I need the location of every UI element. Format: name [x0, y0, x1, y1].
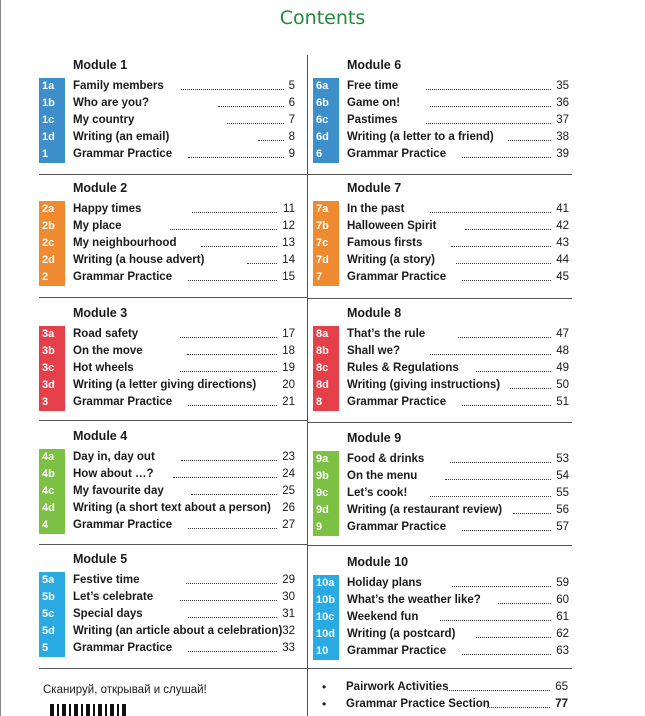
dot-leader — [258, 140, 284, 141]
dot-leader — [462, 280, 551, 281]
extra-item-label: Pairwork Activities — [346, 681, 449, 693]
dot-leader — [430, 212, 551, 213]
dot-leader — [188, 651, 277, 652]
toc-entry[interactable] — [39, 483, 299, 500]
toc-entry[interactable] — [313, 218, 573, 235]
toc-entry-label: Writing (a restaurant review) — [347, 504, 503, 516]
toc-entry[interactable] — [313, 95, 573, 112]
module-entries — [39, 449, 299, 534]
toc-entry[interactable] — [313, 360, 573, 377]
toc-entry-label: Grammar Practice — [73, 271, 173, 283]
unit-code-badge: 1a — [39, 78, 65, 95]
toc-entry[interactable] — [39, 201, 299, 218]
toc-entry-page: 14 — [282, 254, 295, 266]
toc-entry-page: 35 — [556, 80, 569, 92]
toc-entry-page: 6 — [288, 97, 295, 109]
toc-entry-label: In the past — [347, 203, 405, 215]
toc-entry-page: 51 — [556, 396, 569, 408]
toc-entry[interactable] — [313, 394, 573, 411]
toc-entry-label: Family members — [73, 80, 164, 92]
module-title: Module 3 — [73, 306, 128, 320]
toc-entry[interactable] — [313, 377, 573, 394]
module-title: Module 1 — [73, 58, 128, 72]
dot-leader — [465, 229, 551, 230]
dot-leader — [462, 530, 551, 531]
dot-leader — [181, 89, 284, 90]
dot-leader — [450, 462, 551, 463]
toc-entry[interactable] — [313, 451, 573, 468]
toc-entry-page: 36 — [556, 97, 569, 109]
extra-item-label: Grammar Practice Section — [346, 698, 490, 710]
module-title: Module 7 — [347, 181, 402, 195]
toc-entry[interactable] — [39, 112, 299, 129]
dot-leader — [173, 477, 277, 478]
toc-entry-page: 45 — [556, 271, 569, 283]
toc-entry[interactable] — [39, 129, 299, 146]
toc-entry[interactable] — [313, 112, 573, 129]
unit-code-badge: 10b — [313, 592, 339, 609]
qr-caption: Сканируй, открывай и слушай! — [43, 684, 207, 696]
toc-entry[interactable] — [313, 592, 573, 609]
dot-leader — [462, 405, 551, 406]
toc-entry-page: 18 — [282, 345, 295, 357]
toc-entry[interactable] — [313, 129, 573, 146]
module-entries — [313, 575, 573, 660]
toc-entry-label: Grammar Practice — [347, 521, 447, 533]
module-title: Module 6 — [347, 58, 402, 72]
module-title: Module 10 — [347, 555, 409, 569]
unit-code-badge: 2b — [39, 218, 65, 235]
toc-entry-label: Writing (a letter giving directions) — [73, 379, 257, 391]
toc-entry[interactable] — [39, 95, 299, 112]
section-separator — [39, 668, 307, 669]
toc-entry-label: My country — [73, 114, 135, 126]
page-title: Contents — [279, 7, 366, 29]
toc-entry-label: Special days — [73, 608, 143, 620]
dot-leader — [426, 123, 551, 124]
toc-entry[interactable] — [313, 201, 573, 218]
toc-entry-page: 27 — [282, 519, 295, 531]
dot-leader — [458, 337, 551, 338]
dot-leader — [188, 528, 277, 529]
extra-item-page: 65 — [555, 681, 568, 693]
dot-leader — [181, 460, 277, 461]
module-title: Module 2 — [73, 181, 128, 195]
page-edge — [0, 0, 1, 716]
toc-entry-label: My place — [73, 220, 122, 232]
toc-entry[interactable] — [39, 252, 299, 269]
unit-code-badge: 5b — [39, 589, 65, 606]
unit-code-badge: 9 — [313, 519, 339, 536]
toc-entry-label: Happy times — [73, 203, 142, 215]
dot-leader — [247, 263, 277, 264]
dot-leader — [170, 229, 277, 230]
toc-entry-page: 59 — [556, 577, 569, 589]
toc-entry-label: My favourite day — [73, 485, 164, 497]
dot-leader — [498, 603, 551, 604]
unit-code-badge: 6c — [313, 112, 339, 129]
module-title: Module 5 — [73, 552, 128, 566]
unit-code-badge: 6b — [313, 95, 339, 112]
module-title: Module 8 — [347, 306, 402, 320]
extra-item-page: 77 — [555, 698, 568, 710]
toc-entry[interactable] — [313, 468, 573, 485]
dot-leader — [218, 106, 284, 107]
unit-code-badge: 6a — [313, 78, 339, 95]
toc-entry-page: 41 — [556, 203, 569, 215]
unit-code-badge: 4 — [39, 517, 65, 534]
section-separator — [39, 297, 307, 298]
dot-leader — [440, 620, 551, 621]
toc-entry-label: Grammar Practice — [73, 642, 173, 654]
dot-leader — [462, 654, 551, 655]
toc-entry-page: 17 — [282, 328, 295, 340]
toc-entry[interactable] — [39, 606, 299, 623]
toc-entry-page: 29 — [282, 574, 295, 586]
unit-code-badge: 6 — [313, 146, 339, 163]
toc-entry-label: Shall we? — [347, 345, 401, 357]
module-entries — [313, 201, 573, 286]
module-entries — [313, 326, 573, 411]
dot-leader — [445, 479, 551, 480]
toc-entry-page: 44 — [556, 254, 569, 266]
toc-entry-label: Writing (a house advert) — [73, 254, 205, 266]
dot-leader — [187, 354, 277, 355]
unit-code-badge: 3 — [39, 394, 65, 411]
toc-entry-label: My neighbourhood — [73, 237, 177, 249]
toc-entry-page: 12 — [282, 220, 295, 232]
toc-entry-label: How about …? — [73, 468, 154, 480]
dot-leader — [513, 513, 551, 514]
module-title: Module 4 — [73, 429, 128, 443]
toc-entry-label: Grammar Practice — [347, 271, 447, 283]
dot-leader — [476, 371, 551, 372]
toc-entry-label: On the menu — [347, 470, 418, 482]
toc-entry-label: Grammar Practice — [347, 148, 447, 160]
section-separator — [308, 298, 572, 299]
unit-code-badge: 2 — [39, 269, 65, 286]
toc-entry[interactable] — [313, 326, 573, 343]
unit-code-badge: 3b — [39, 343, 65, 360]
toc-entry-page: 43 — [556, 237, 569, 249]
toc-entry-label: What’s the weather like? — [347, 594, 481, 606]
toc-entry[interactable] — [39, 78, 299, 95]
toc-entry-label: Writing (giving instructions) — [347, 379, 501, 391]
unit-code-badge: 9a — [313, 451, 339, 468]
unit-code-badge: 2d — [39, 252, 65, 269]
unit-code-badge: 9b — [313, 468, 339, 485]
section-separator — [39, 544, 307, 545]
unit-code-badge: 8b — [313, 343, 339, 360]
toc-entry[interactable] — [313, 78, 573, 95]
unit-code-badge: 10c — [313, 609, 339, 626]
section-separator — [308, 422, 572, 423]
toc-entry[interactable] — [313, 575, 573, 592]
toc-entry[interactable] — [39, 449, 299, 466]
unit-code-badge: 8a — [313, 326, 339, 343]
module-entries — [39, 201, 299, 286]
toc-entry-page: 25 — [282, 485, 295, 497]
toc-entry-label: Grammar Practice — [347, 645, 447, 657]
unit-code-badge: 1 — [39, 146, 65, 163]
toc-entry-page: 8 — [288, 131, 295, 143]
unit-code-badge: 9c — [313, 485, 339, 502]
section-separator — [308, 668, 572, 669]
unit-code-badge: 1d — [39, 129, 65, 146]
module-entries — [39, 326, 299, 411]
toc-entry[interactable] — [313, 343, 573, 360]
unit-code-badge: 2a — [39, 201, 65, 218]
toc-entry-page: 60 — [556, 594, 569, 606]
toc-entry[interactable] — [39, 235, 299, 252]
dot-leader — [188, 280, 277, 281]
toc-entry-label: Let’s cook! — [347, 487, 408, 499]
dot-leader — [180, 371, 277, 372]
toc-entry-label: Writing (an email) — [73, 131, 170, 143]
module-entries — [39, 572, 299, 657]
toc-entry[interactable] — [39, 360, 299, 377]
toc-entry-page: 21 — [282, 396, 295, 408]
section-separator — [308, 174, 572, 175]
toc-entry-page: 62 — [556, 628, 569, 640]
dot-leader — [426, 89, 551, 90]
toc-entry-page: 11 — [283, 203, 295, 215]
unit-code-badge: 5 — [39, 640, 65, 657]
toc-entry-page: 5 — [288, 80, 295, 92]
module-entries — [313, 78, 573, 163]
toc-entry-page: 37 — [556, 114, 569, 126]
toc-entry-page: 7 — [288, 114, 295, 126]
toc-entry[interactable] — [313, 485, 573, 502]
toc-entry-label: Grammar Practice — [347, 396, 447, 408]
toc-entry-label: Writing (an article about a celebration) — [73, 625, 283, 637]
dot-leader — [476, 637, 551, 638]
toc-entry-label: Writing (a postcard) — [347, 628, 456, 640]
toc-entry-label: Grammar Practice — [73, 396, 173, 408]
dot-leader — [508, 140, 551, 141]
toc-entry-page: 39 — [556, 148, 569, 160]
toc-entry-label: Day in, day out — [73, 451, 155, 463]
dot-leader — [201, 246, 277, 247]
unit-code-badge: 3c — [39, 360, 65, 377]
unit-code-badge: 8c — [313, 360, 339, 377]
toc-entry-label: Famous firsts — [347, 237, 423, 249]
dot-leader — [192, 212, 277, 213]
dot-leader — [227, 123, 284, 124]
toc-entry-page: 26 — [282, 502, 295, 514]
unit-code-badge: 8d — [313, 377, 339, 394]
toc-entry-page: 31 — [282, 608, 295, 620]
extra-item-grammar-section[interactable] — [322, 696, 572, 713]
unit-code-badge: 7 — [313, 269, 339, 286]
toc-entry-label: Rules & Regulations — [347, 362, 459, 374]
dot-leader — [191, 494, 277, 495]
dot-leader — [452, 586, 551, 587]
unit-code-badge: 10 — [313, 643, 339, 660]
module-title: Module 9 — [347, 431, 402, 445]
dot-leader — [188, 157, 284, 158]
dot-leader — [430, 106, 551, 107]
toc-entry-label: That’s the rule — [347, 328, 426, 340]
toc-entry-page: 13 — [282, 237, 295, 249]
unit-code-badge: 7c — [313, 235, 339, 252]
toc-entry-label: Holiday plans — [347, 577, 422, 589]
unit-code-badge: 2c — [39, 235, 65, 252]
toc-entry[interactable] — [313, 235, 573, 252]
dot-leader — [451, 246, 551, 247]
toc-entry[interactable] — [39, 218, 299, 235]
dot-leader — [430, 354, 551, 355]
unit-code-badge: 7a — [313, 201, 339, 218]
section-separator — [39, 420, 307, 421]
unit-code-badge: 5d — [39, 623, 65, 640]
toc-entry-label: Free time — [347, 80, 399, 92]
unit-code-badge: 6d — [313, 129, 339, 146]
toc-entry-label: Food & drinks — [347, 453, 425, 465]
unit-code-badge: 4d — [39, 500, 65, 517]
toc-entry-page: 61 — [556, 611, 569, 623]
dot-leader — [188, 405, 277, 406]
dot-leader — [430, 496, 551, 497]
toc-entry-page: 50 — [556, 379, 569, 391]
dot-leader — [462, 157, 551, 158]
unit-code-badge: 4c — [39, 483, 65, 500]
toc-entry[interactable] — [39, 466, 299, 483]
toc-entry[interactable] — [313, 643, 573, 660]
toc-entry[interactable] — [39, 623, 299, 640]
unit-code-badge: 8 — [313, 394, 339, 411]
toc-entry-page: 63 — [556, 645, 569, 657]
column-divider — [307, 55, 308, 716]
toc-entry-label: Game on! — [347, 97, 401, 109]
toc-entry-page: 15 — [282, 271, 295, 283]
extra-item-pairwork[interactable] — [322, 679, 572, 696]
toc-entry[interactable] — [313, 519, 573, 536]
toc-entry[interactable] — [39, 517, 299, 534]
toc-entry-page: 32 — [282, 625, 295, 637]
bullet: • — [322, 697, 327, 711]
dot-leader — [447, 690, 550, 691]
toc-entry-label: Road safety — [73, 328, 139, 340]
toc-entry-label: Festive time — [73, 574, 140, 586]
toc-entry[interactable] — [39, 589, 299, 606]
toc-entry[interactable] — [39, 343, 299, 360]
toc-entry-page: 20 — [282, 379, 295, 391]
toc-entry-page: 53 — [556, 453, 569, 465]
toc-entry[interactable] — [39, 146, 299, 163]
module-entries — [313, 451, 573, 536]
toc-entry-page: 42 — [556, 220, 569, 232]
toc-entry[interactable] — [313, 269, 573, 286]
toc-entry-page: 30 — [282, 591, 295, 603]
qr-code-image[interactable] — [50, 704, 128, 716]
toc-entry-page: 55 — [556, 487, 569, 499]
toc-entry-label: Writing (a letter to a friend) — [347, 131, 494, 143]
toc-entry[interactable] — [39, 572, 299, 589]
unit-code-badge: 4b — [39, 466, 65, 483]
unit-code-badge: 3d — [39, 377, 65, 394]
toc-entry-page: 49 — [556, 362, 569, 374]
toc-entry-label: Grammar Practice — [73, 148, 173, 160]
unit-code-badge: 5c — [39, 606, 65, 623]
toc-entry[interactable] — [313, 502, 573, 519]
toc-entry[interactable] — [313, 146, 573, 163]
toc-entry-label: Weekend fun — [347, 611, 419, 623]
toc-entry-label: Halloween Spirit — [347, 220, 437, 232]
toc-entry[interactable] — [313, 626, 573, 643]
toc-entry[interactable] — [39, 500, 299, 517]
toc-entry-page: 48 — [556, 345, 569, 357]
bullet: • — [322, 680, 327, 694]
dot-leader — [510, 388, 551, 389]
section-separator — [308, 545, 572, 546]
toc-entry-page: 33 — [282, 642, 295, 654]
section-separator — [39, 174, 307, 175]
unit-code-badge: 5a — [39, 572, 65, 589]
toc-entry-label: Writing (a story) — [347, 254, 435, 266]
toc-entry[interactable] — [39, 377, 299, 394]
unit-code-badge: 10d — [313, 626, 339, 643]
toc-entry-label: Grammar Practice — [73, 519, 173, 531]
dot-leader — [180, 600, 277, 601]
toc-entry-page: 54 — [556, 470, 569, 482]
dot-leader — [487, 707, 550, 708]
toc-entry[interactable] — [39, 394, 299, 411]
toc-entry[interactable] — [313, 252, 573, 269]
toc-entry-label: Writing (a short text about a person) — [73, 502, 271, 514]
unit-code-badge: 10a — [313, 575, 339, 592]
unit-code-badge: 1b — [39, 95, 65, 112]
toc-entry-label: Pastimes — [347, 114, 398, 126]
module-entries — [39, 78, 299, 163]
unit-code-badge: 3a — [39, 326, 65, 343]
unit-code-badge: 9d — [313, 502, 339, 519]
toc-entry-page: 47 — [556, 328, 569, 340]
toc-entry-page: 23 — [282, 451, 295, 463]
unit-code-badge: 7d — [313, 252, 339, 269]
toc-entry-label: Hot wheels — [73, 362, 134, 374]
toc-entry[interactable] — [39, 326, 299, 343]
unit-code-badge: 1c — [39, 112, 65, 129]
toc-entry[interactable] — [313, 609, 573, 626]
toc-entry-page: 57 — [556, 521, 569, 533]
toc-entry-label: Who are you? — [73, 97, 150, 109]
dot-leader — [456, 263, 551, 264]
toc-entry-page: 9 — [288, 148, 295, 160]
toc-entry-page: 56 — [556, 504, 569, 516]
toc-entry-page: 38 — [556, 131, 569, 143]
unit-code-badge: 7b — [313, 218, 339, 235]
toc-entry-page: 19 — [282, 362, 295, 374]
dot-leader — [188, 617, 277, 618]
dot-leader — [186, 583, 277, 584]
toc-entry-label: On the move — [73, 345, 143, 357]
dot-leader — [180, 337, 277, 338]
toc-entry[interactable] — [39, 640, 299, 657]
unit-code-badge: 4a — [39, 449, 65, 466]
toc-entry[interactable] — [39, 269, 299, 286]
toc-entry-page: 24 — [282, 468, 295, 480]
toc-entry-label: Let’s celebrate — [73, 591, 154, 603]
